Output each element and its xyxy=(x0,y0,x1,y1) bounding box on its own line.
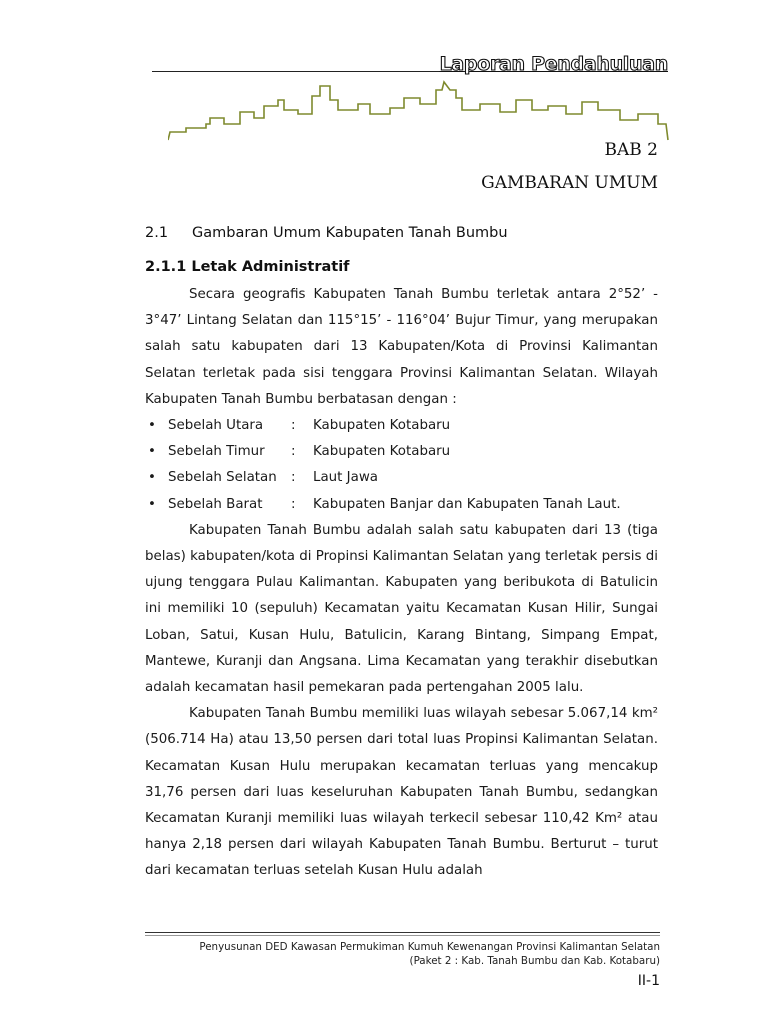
footer-rule xyxy=(145,932,660,933)
list-item xyxy=(145,439,658,465)
border-value: Laut Jawa xyxy=(313,470,378,486)
footer xyxy=(199,940,660,968)
border-direction: Sebelah Selatan xyxy=(168,470,277,486)
border-direction: Sebelah Timur xyxy=(168,444,265,460)
bullet-icon: • xyxy=(148,418,156,434)
footer-rule-secondary xyxy=(145,935,660,936)
border-colon: : xyxy=(291,470,296,486)
paragraph-area: Kabupaten Tanah Bumbu memiliki luas wilayah sebesar 5.067,14 km² (506.714 Ha) atau 13,50 persen dari total luas Propinsi Kalimantan Selatan. Kecamatan Kusan Hulu merupakan kecamatan terluas yang mencakup 31,76 persen dari luas keseluruhan Kabupaten Tanah Bumbu, sedangkan Kecamatan Kuranji memiliki luas wilayah terkecil sebesar 110,42 Km² atau hanya 2,18 persen dari wilayah Kabupaten Tanah Bumbu. Berturut – turut dari kecamatan terluas setelah Kusan Hulu adalah xyxy=(145,706,658,879)
list-item xyxy=(145,492,658,518)
section-heading xyxy=(145,225,508,241)
chapter-number: BAB 2 xyxy=(604,140,658,160)
paragraph-location: Secara geografis Kabupaten Tanah Bumbu terletak antara 2°52’ - 3°47’ Lintang Selatan dan 115°15’ - 116°04’ Bujur Timur, yang merupakan salah satu kabupaten dari 13 Kabupaten/Kota di Provinsi Kalimantan Selatan terletak pada sisi tenggara Provinsi Kalimantan Selatan. Wilayah Kabupaten Tanah Bumbu berbatasan dengan : xyxy=(145,287,658,407)
border-value: Kabupaten Kotabaru xyxy=(313,444,451,460)
page-number: II-1 xyxy=(637,973,660,989)
border-value: Kabupaten Kotabaru xyxy=(313,418,451,434)
border-list xyxy=(145,413,658,518)
bullet-icon: • xyxy=(148,444,156,460)
chapter-title: GAMBARAN UMUM xyxy=(481,173,658,193)
paragraph-districts: Kabupaten Tanah Bumbu adalah salah satu kabupaten dari 13 (tiga belas) kabupaten/kota di Propinsi Kalimantan Selatan yang terletak persis di ujung tenggara Pulau Kalimantan. Kabupaten yang beribukota di Batulicin ini memiliki 10 (sepuluh) Kecamatan yaitu Kecamatan Kusan Hilir, Sungai Loban, Satui, Kusan Hulu, Batulicin, Karang Bintang, Simpang Empat, Mantewe, Kuranji dan Angsana. Lima Kecamatan yang terakhir disebutkan adalah kecamatan hasil pemekaran pada pertengahan 2005 lalu. xyxy=(145,522,658,696)
section-title: Gambaran Umum Kabupaten Tanah Bumbu xyxy=(192,225,508,241)
footer-package: (Paket 2 : Kab. Tanah Bumbu dan Kab. Kotabaru) xyxy=(409,955,660,967)
border-value: Kabupaten Banjar dan Kabupaten Tanah Laut. xyxy=(313,496,621,512)
bullet-icon: • xyxy=(148,496,156,512)
border-colon: : xyxy=(291,444,296,460)
body-text xyxy=(145,282,658,885)
subsection-heading: 2.1.1 Letak Administratif xyxy=(145,259,350,275)
bullet-icon: • xyxy=(148,470,156,486)
section-number: 2.1 xyxy=(145,225,169,241)
border-colon: : xyxy=(291,418,296,434)
border-direction: Sebelah Barat xyxy=(168,496,263,512)
border-colon: : xyxy=(291,496,296,512)
list-item xyxy=(145,413,658,439)
list-item xyxy=(145,465,658,491)
city-skyline-decoration xyxy=(168,80,672,142)
report-title: Laporan Pendahuluan xyxy=(439,53,668,75)
border-direction: Sebelah Utara xyxy=(168,418,264,434)
footer-project-title: Penyusunan DED Kawasan Permukiman Kumuh Kewenangan Provinsi Kalimantan Selatan xyxy=(199,941,660,953)
